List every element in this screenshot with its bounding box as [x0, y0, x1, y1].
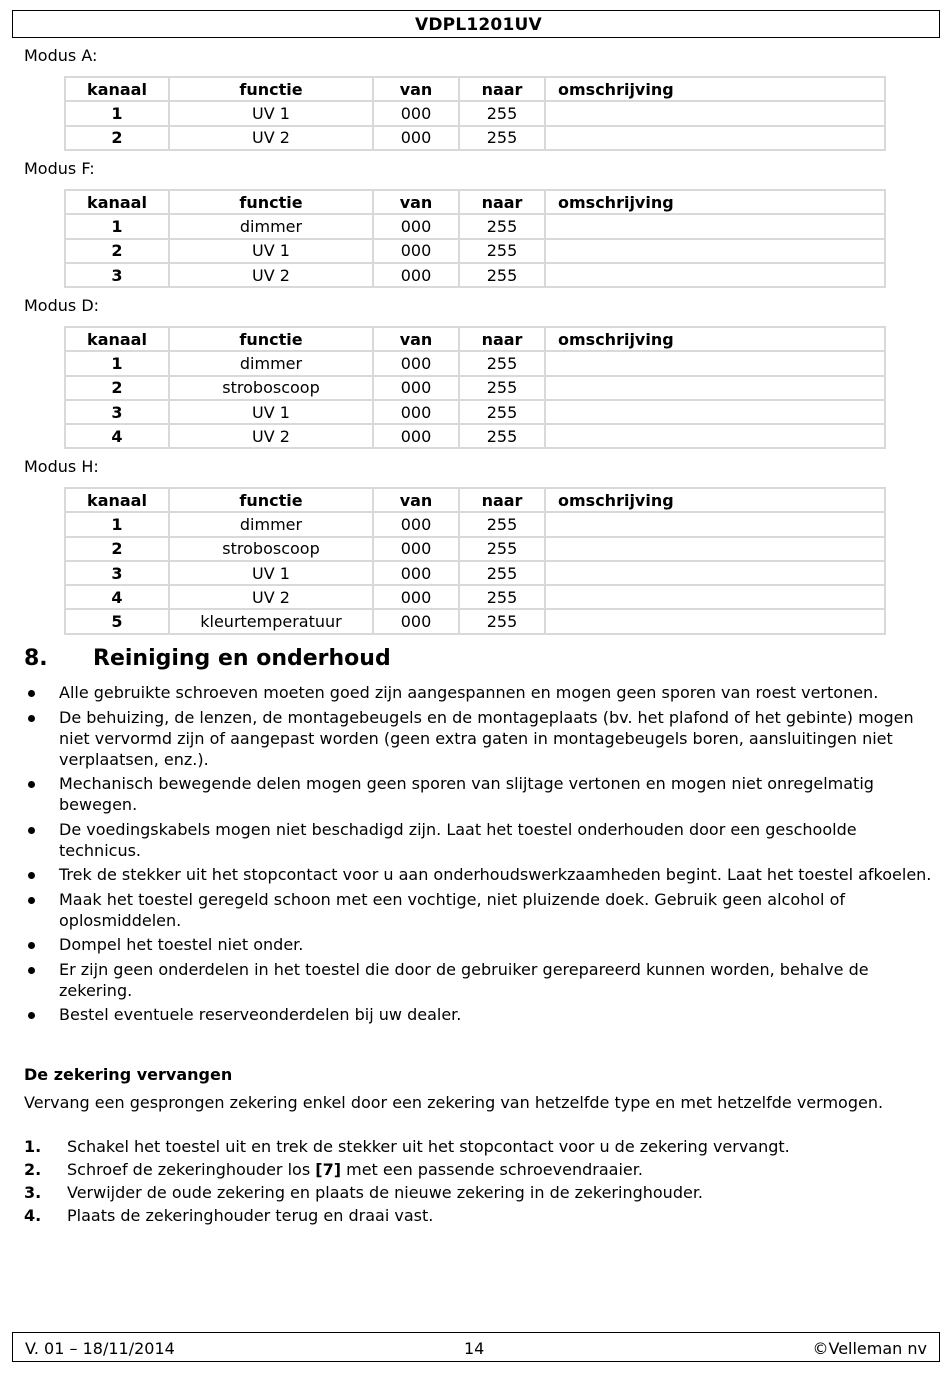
col-header: kanaal	[65, 327, 169, 351]
cell-kanaal: 4	[65, 424, 169, 448]
col-header: functie	[169, 77, 373, 101]
page-footer	[12, 1332, 940, 1362]
cell-naar: 255	[459, 561, 545, 585]
cell-omschrijving	[545, 609, 885, 633]
cell-kanaal: 2	[65, 376, 169, 400]
table-row	[65, 585, 885, 609]
fuse-steps	[24, 1135, 790, 1227]
bullet-icon	[28, 715, 35, 722]
section-number: 8.	[24, 646, 48, 671]
cell-kanaal: 1	[65, 512, 169, 536]
cell-van: 000	[373, 239, 459, 263]
list-item-text: Alle gebruikte schroeven moeten goed zijn aangespannen en mogen geen sporen van roest vertonen.	[59, 683, 879, 702]
cell-naar: 255	[459, 263, 545, 287]
cell-van: 000	[373, 126, 459, 150]
table-row	[65, 400, 885, 424]
cell-omschrijving	[545, 214, 885, 238]
cell-functie: UV 1	[169, 400, 373, 424]
footer-copyright: ©Velleman nv	[812, 1339, 927, 1358]
cell-van: 000	[373, 376, 459, 400]
cell-functie: UV 1	[169, 239, 373, 263]
col-header: naar	[459, 327, 545, 351]
step-number: 3.	[24, 1183, 42, 1202]
list-item	[24, 819, 934, 861]
cell-van: 000	[373, 537, 459, 561]
cell-naar: 255	[459, 512, 545, 536]
cell-functie: dimmer	[169, 351, 373, 375]
step-ref: [7]	[315, 1160, 342, 1179]
cell-naar: 255	[459, 351, 545, 375]
cell-kanaal: 5	[65, 609, 169, 633]
table-row	[65, 214, 885, 238]
cell-kanaal: 1	[65, 351, 169, 375]
table-header-row	[65, 77, 885, 101]
page-header	[12, 10, 940, 38]
table-row	[65, 537, 885, 561]
table-row	[65, 424, 885, 448]
col-header: van	[373, 327, 459, 351]
cell-omschrijving	[545, 561, 885, 585]
maintenance-list	[24, 682, 934, 1029]
cell-kanaal: 3	[65, 263, 169, 287]
step-number: 2.	[24, 1160, 42, 1179]
col-header: omschrijving	[545, 77, 885, 101]
step-number: 4.	[24, 1206, 42, 1225]
modus-h-table	[64, 487, 886, 635]
col-header: functie	[169, 190, 373, 214]
col-header: naar	[459, 488, 545, 512]
bullet-icon	[28, 897, 35, 904]
list-item-text: De voedingskabels mogen niet beschadigd zijn. Laat het toestel onderhouden door een geschoolde technicus.	[59, 819, 857, 860]
cell-omschrijving	[545, 537, 885, 561]
cell-naar: 255	[459, 537, 545, 561]
col-header: kanaal	[65, 488, 169, 512]
footer-page-number: 14	[464, 1339, 485, 1358]
cell-naar: 255	[459, 400, 545, 424]
modus-d-label: Modus D:	[24, 296, 100, 315]
bullet-icon	[28, 872, 35, 879]
cell-functie: stroboscoop	[169, 376, 373, 400]
cell-functie: kleurtemperatuur	[169, 609, 373, 633]
cell-omschrijving	[545, 239, 885, 263]
cell-omschrijving	[545, 400, 885, 424]
col-header: kanaal	[65, 190, 169, 214]
list-item-text: Bestel eventuele reserveonderdelen bij uw dealer.	[59, 1005, 462, 1024]
col-header: van	[373, 77, 459, 101]
cell-van: 000	[373, 585, 459, 609]
table-row	[65, 239, 885, 263]
cell-van: 000	[373, 263, 459, 287]
section-title: Reiniging en onderhoud	[93, 646, 391, 671]
cell-naar: 255	[459, 239, 545, 263]
cell-functie: UV 2	[169, 585, 373, 609]
col-header: omschrijving	[545, 488, 885, 512]
modus-d-table	[64, 326, 886, 449]
fuse-intro: Vervang een gesprongen zekering enkel door een zekering van hetzelfde type en met hetzelfde vermogen.	[24, 1093, 884, 1112]
cell-naar: 255	[459, 609, 545, 633]
modus-h-label: Modus H:	[24, 457, 99, 476]
col-header: functie	[169, 488, 373, 512]
cell-naar: 255	[459, 214, 545, 238]
cell-naar: 255	[459, 101, 545, 125]
cell-functie: UV 1	[169, 561, 373, 585]
col-header: naar	[459, 190, 545, 214]
list-item	[24, 934, 934, 955]
col-header: functie	[169, 327, 373, 351]
step-text: Verwijder de oude zekering en plaats de nieuwe zekering in de zekeringhouder.	[67, 1183, 704, 1202]
bullet-icon	[28, 942, 35, 949]
cell-omschrijving	[545, 585, 885, 609]
list-item-text: Dompel het toestel niet onder.	[59, 935, 304, 954]
cell-van: 000	[373, 101, 459, 125]
col-header: van	[373, 190, 459, 214]
cell-functie: UV 1	[169, 101, 373, 125]
list-item-text: Maak het toestel geregeld schoon met een vochtige, niet pluizende doek. Gebruik geen alcohol of oplosmiddelen.	[59, 889, 845, 930]
col-header: van	[373, 488, 459, 512]
step-text: Schakel het toestel uit en trek de stekker uit het stopcontact voor u de zekering vervangt.	[67, 1137, 790, 1156]
modus-f-label: Modus F:	[24, 159, 95, 178]
cell-naar: 255	[459, 376, 545, 400]
table-row	[65, 126, 885, 150]
list-item-text: Er zijn geen onderdelen in het toestel die door de gebruiker gerepareerd kunnen worden, behalve de zekering.	[59, 959, 869, 1000]
list-item	[24, 707, 934, 770]
cell-van: 000	[373, 609, 459, 633]
cell-functie: UV 2	[169, 263, 373, 287]
table-row	[65, 376, 885, 400]
col-header: naar	[459, 77, 545, 101]
step-number: 1.	[24, 1137, 42, 1156]
step-item	[24, 1135, 790, 1158]
step-text	[67, 1158, 643, 1181]
table-header-row	[65, 488, 885, 512]
step-text-pre: Schroef de zekeringhouder los	[67, 1160, 316, 1179]
cell-kanaal: 3	[65, 561, 169, 585]
list-item	[24, 1004, 934, 1025]
cell-omschrijving	[545, 263, 885, 287]
cell-functie: UV 2	[169, 424, 373, 448]
cell-van: 000	[373, 351, 459, 375]
bullet-icon	[28, 967, 35, 974]
cell-naar: 255	[459, 585, 545, 609]
list-item	[24, 959, 934, 1001]
col-header: omschrijving	[545, 327, 885, 351]
list-item	[24, 864, 934, 885]
cell-functie: stroboscoop	[169, 537, 373, 561]
cell-functie: dimmer	[169, 214, 373, 238]
table-row	[65, 561, 885, 585]
modus-a-label: Modus A:	[24, 46, 98, 65]
step-item	[24, 1204, 790, 1227]
bullet-icon	[28, 827, 35, 834]
step-text: Plaats de zekeringhouder terug en draai vast.	[67, 1206, 434, 1225]
bullet-icon	[28, 690, 35, 697]
cell-kanaal: 4	[65, 585, 169, 609]
bullet-icon	[28, 1012, 35, 1019]
cell-functie: dimmer	[169, 512, 373, 536]
table-row	[65, 512, 885, 536]
modus-a-table	[64, 76, 886, 151]
list-item-text: Mechanisch bewegende delen mogen geen sporen van slijtage vertonen en mogen niet onregelmatig bewegen.	[59, 774, 874, 814]
cell-omschrijving	[545, 512, 885, 536]
document-title: VDPL1201UV	[415, 15, 542, 35]
cell-kanaal: 2	[65, 239, 169, 263]
footer-version: V. 01 – 18/11/2014	[25, 1339, 175, 1358]
list-item	[24, 773, 934, 815]
list-item-text: De behuizing, de lenzen, de montagebeugels en de montageplaats (bv. het plafond of het gebinte) mogen niet vervormd zijn of aangepast worden (geen extra gaten in montagebeugels boren, aansluitingen niet verplaatsen, enz.).	[59, 707, 914, 769]
cell-kanaal: 3	[65, 400, 169, 424]
col-header: omschrijving	[545, 190, 885, 214]
cell-van: 000	[373, 561, 459, 585]
cell-omschrijving	[545, 126, 885, 150]
cell-kanaal: 1	[65, 214, 169, 238]
table-row	[65, 101, 885, 125]
list-item	[24, 889, 934, 931]
bullet-icon	[28, 781, 35, 788]
table-header-row	[65, 190, 885, 214]
cell-omschrijving	[545, 424, 885, 448]
cell-naar: 255	[459, 126, 545, 150]
section-heading	[24, 646, 391, 671]
table-header-row	[65, 327, 885, 351]
list-item-text: Trek de stekker uit het stopcontact voor u aan onderhoudswerkzaamheden begint. Laat het toestel afkoelen.	[59, 865, 932, 884]
cell-van: 000	[373, 512, 459, 536]
cell-functie: UV 2	[169, 126, 373, 150]
cell-omschrijving	[545, 101, 885, 125]
table-row	[65, 609, 885, 633]
cell-van: 000	[373, 400, 459, 424]
modus-f-table	[64, 189, 886, 288]
step-item	[24, 1158, 790, 1181]
fuse-heading: De zekering vervangen	[24, 1065, 233, 1084]
cell-van: 000	[373, 424, 459, 448]
step-item	[24, 1181, 790, 1204]
cell-naar: 255	[459, 424, 545, 448]
cell-omschrijving	[545, 376, 885, 400]
cell-kanaal: 2	[65, 537, 169, 561]
col-header: kanaal	[65, 77, 169, 101]
list-item	[24, 682, 934, 703]
cell-kanaal: 1	[65, 101, 169, 125]
table-row	[65, 351, 885, 375]
cell-kanaal: 2	[65, 126, 169, 150]
cell-van: 000	[373, 214, 459, 238]
cell-omschrijving	[545, 351, 885, 375]
step-text-post: met een passende schroevendraaier.	[341, 1160, 643, 1179]
table-row	[65, 263, 885, 287]
